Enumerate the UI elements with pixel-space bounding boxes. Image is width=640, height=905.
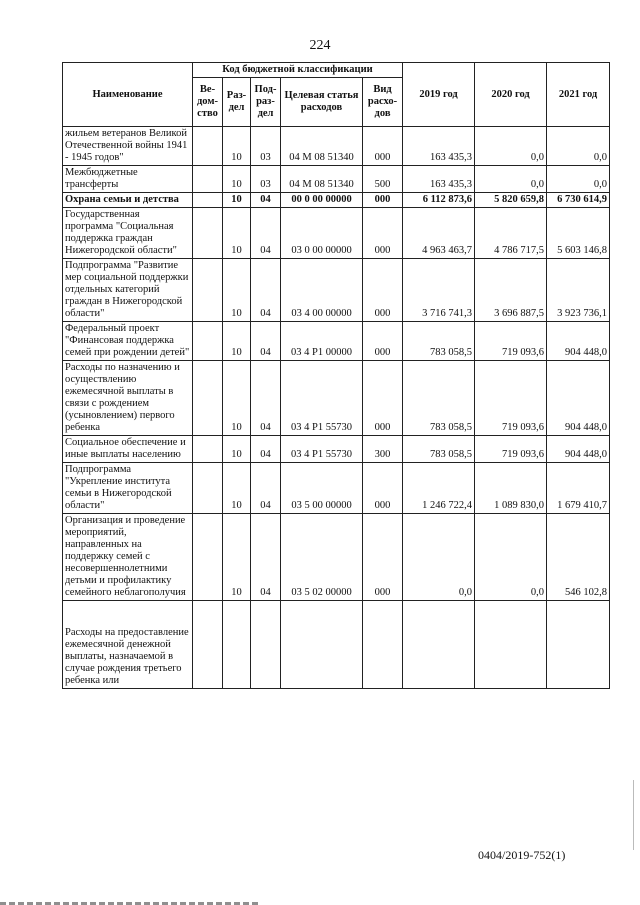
header-vedomstvo: Ве-дом-ство (193, 78, 223, 127)
cell-celevaya-statya: 00 0 00 00000 (281, 193, 363, 208)
cell-razdel: 10 (223, 127, 251, 166)
cell-name: Охрана семьи и детства (63, 193, 193, 208)
cell-celevaya-statya: 03 0 00 00000 (281, 208, 363, 259)
cell-razdel: 10 (223, 193, 251, 208)
cell-name: жильем ветеранов Великой Отечественной войны 1941 - 1945 годов" (63, 127, 193, 166)
cell-2021: 904 448,0 (547, 361, 610, 436)
cell-2020: 719 093,6 (475, 361, 547, 436)
cell-name: Межбюджетные трансферты (63, 166, 193, 193)
cell-celevaya-statya: 04 М 08 51340 (281, 127, 363, 166)
cell-podrazdel: 04 (251, 436, 281, 463)
cell-podrazdel (251, 601, 281, 689)
cell-2021: 904 448,0 (547, 436, 610, 463)
cell-2020: 719 093,6 (475, 436, 547, 463)
cell-2020: 3 696 887,5 (475, 259, 547, 322)
cell-razdel: 10 (223, 166, 251, 193)
table-row (63, 166, 610, 193)
cell-razdel: 10 (223, 259, 251, 322)
cell-name: Расходы по назначению и осуществлению ежемесячной выплаты в связи с рождением (усыновлением) первого ребенка (63, 361, 193, 436)
cell-celevaya-statya: 03 4 P1 55730 (281, 436, 363, 463)
table-row (63, 127, 610, 166)
cell-podrazdel: 04 (251, 259, 281, 322)
cell-razdel: 10 (223, 208, 251, 259)
cell-2019: 1 246 722,4 (403, 463, 475, 514)
cell-vid-rashodov: 500 (363, 166, 403, 193)
cell-name: Организация и проведение мероприятий, направленных на поддержку семей с несовершеннолетними детьми и профилактику семейного неблагополучия (63, 514, 193, 601)
cell-celevaya-statya (281, 601, 363, 689)
cell-vid-rashodov: 000 (363, 322, 403, 361)
cell-podrazdel: 03 (251, 166, 281, 193)
budget-table (62, 62, 610, 689)
cell-2019: 783 058,5 (403, 361, 475, 436)
cell-podrazdel: 04 (251, 322, 281, 361)
cell-vid-rashodov: 000 (363, 463, 403, 514)
table-row (63, 601, 610, 689)
cell-vid-rashodov (363, 601, 403, 689)
cell-razdel: 10 (223, 463, 251, 514)
table-body (63, 127, 610, 689)
cell-2021: 0,0 (547, 166, 610, 193)
cell-name: Федеральный проект "Финансовая поддержка семей при рождении детей" (63, 322, 193, 361)
cell-2020: 0,0 (475, 127, 547, 166)
cell-2021: 6 730 614,9 (547, 193, 610, 208)
cell-2020: 1 089 830,0 (475, 463, 547, 514)
cell-vid-rashodov: 000 (363, 127, 403, 166)
cell-name: Расходы на предоставление ежемесячной денежной выплаты, назначаемой в случае рождения третьего ребенка или (63, 601, 193, 689)
page-number: 224 (309, 38, 331, 53)
cell-vid-rashodov: 000 (363, 208, 403, 259)
cell-vid-rashodov: 000 (363, 361, 403, 436)
cell-razdel: 10 (223, 436, 251, 463)
cell-razdel (223, 601, 251, 689)
table-row (63, 463, 610, 514)
cell-vedomstvo (193, 322, 223, 361)
cell-name: Подпрограмма "Укрепление института семьи в Нижегородской области" (63, 463, 193, 514)
cell-2020: 5 820 659,8 (475, 193, 547, 208)
cell-2021 (547, 601, 610, 689)
cell-name: Подпрограмма "Развитие мер социальной поддержки отдельных категорий граждан в Нижегородской области" (63, 259, 193, 322)
header-razdel: Раз-дел (223, 78, 251, 127)
document-code: 0404/2019-752(1) (478, 848, 566, 862)
cell-vedomstvo (193, 436, 223, 463)
cell-vid-rashodov: 300 (363, 436, 403, 463)
header-podrazdel: Под-раз-дел (251, 78, 281, 127)
cell-vedomstvo (193, 601, 223, 689)
cell-2021: 546 102,8 (547, 514, 610, 601)
header-2020: 2020 год (475, 63, 547, 127)
cell-2021: 5 603 146,8 (547, 208, 610, 259)
cell-vedomstvo (193, 361, 223, 436)
cell-celevaya-statya: 03 4 P1 00000 (281, 322, 363, 361)
cell-podrazdel: 04 (251, 463, 281, 514)
cell-podrazdel: 04 (251, 514, 281, 601)
cell-vedomstvo (193, 166, 223, 193)
cell-celevaya-statya: 03 4 00 00000 (281, 259, 363, 322)
table-row (63, 193, 610, 208)
cell-2020: 4 786 717,5 (475, 208, 547, 259)
cell-razdel: 10 (223, 514, 251, 601)
cell-2021: 3 923 736,1 (547, 259, 610, 322)
table-header (63, 63, 610, 127)
cell-razdel: 10 (223, 322, 251, 361)
cell-vedomstvo (193, 127, 223, 166)
cell-2021: 904 448,0 (547, 322, 610, 361)
cell-celevaya-statya: 03 5 02 00000 (281, 514, 363, 601)
cell-2019: 4 963 463,7 (403, 208, 475, 259)
table-row (63, 361, 610, 436)
header-celevaya-statya: Целевая статья расходов (281, 78, 363, 127)
cell-celevaya-statya: 03 5 00 00000 (281, 463, 363, 514)
cell-2020: 719 093,6 (475, 322, 547, 361)
cell-2021: 1 679 410,7 (547, 463, 610, 514)
cell-podrazdel: 04 (251, 193, 281, 208)
cell-2019: 783 058,5 (403, 436, 475, 463)
cell-2020: 0,0 (475, 166, 547, 193)
cell-2019: 783 058,5 (403, 322, 475, 361)
cell-vedomstvo (193, 463, 223, 514)
cell-celevaya-statya: 03 4 P1 55730 (281, 361, 363, 436)
header-budget-code: Код бюджетной классификации (193, 63, 403, 78)
cell-2019: 0,0 (403, 514, 475, 601)
cell-vid-rashodov: 000 (363, 514, 403, 601)
table-row (63, 436, 610, 463)
cell-vedomstvo (193, 514, 223, 601)
table-row (63, 514, 610, 601)
cell-podrazdel: 04 (251, 361, 281, 436)
cell-2019 (403, 601, 475, 689)
header-vid-rashodov: Вид расхо-дов (363, 78, 403, 127)
cell-vedomstvo (193, 259, 223, 322)
cell-podrazdel: 03 (251, 127, 281, 166)
header-name: Наименование (63, 63, 193, 127)
cell-vid-rashodov: 000 (363, 193, 403, 208)
cell-2019: 163 435,3 (403, 127, 475, 166)
cell-2019: 163 435,3 (403, 166, 475, 193)
header-2019: 2019 год (403, 63, 475, 127)
cell-2021: 0,0 (547, 127, 610, 166)
cell-vedomstvo (193, 208, 223, 259)
cell-name: Социальное обеспечение и иные выплаты населению (63, 436, 193, 463)
cell-razdel: 10 (223, 361, 251, 436)
scan-side-artifact (633, 780, 634, 850)
cell-2020: 0,0 (475, 514, 547, 601)
cell-name: Государственная программа "Социальная поддержка граждан Нижегородской области" (63, 208, 193, 259)
cell-2019: 6 112 873,6 (403, 193, 475, 208)
table-row (63, 322, 610, 361)
header-2021: 2021 год (547, 63, 610, 127)
cell-2019: 3 716 741,3 (403, 259, 475, 322)
cell-podrazdel: 04 (251, 208, 281, 259)
table-row (63, 208, 610, 259)
cell-2020 (475, 601, 547, 689)
cell-vedomstvo (193, 193, 223, 208)
cell-vid-rashodov: 000 (363, 259, 403, 322)
cell-celevaya-statya: 04 М 08 51340 (281, 166, 363, 193)
table-row (63, 259, 610, 322)
